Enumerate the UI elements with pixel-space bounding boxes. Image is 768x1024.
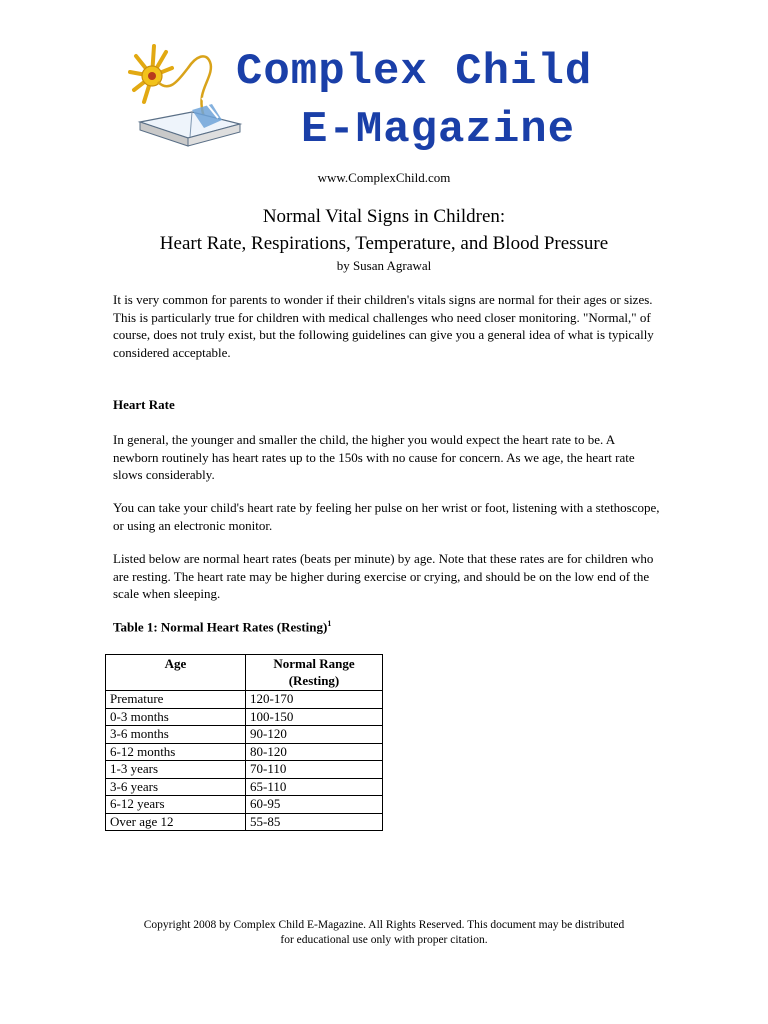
age-cell: 3-6 years: [106, 778, 246, 796]
intro-paragraph: It is very common for parents to wonder if their children's vitals signs are normal for their ages or sizes. This is particularly true for children with medical challenges who need closer monitoring. "Normal," of course, does not truly exist, but the following guidelines can give you a general idea of what is typically considered acceptable.: [113, 292, 654, 360]
copyright-line-2: for educational use only with proper citation.: [280, 934, 488, 946]
magazine-title-line2: E-Magazine: [301, 105, 576, 155]
range-cell: 80-120: [246, 743, 383, 761]
table-header-row: [106, 655, 383, 691]
range-cell: 55-85: [246, 813, 383, 831]
masthead: [0, 0, 768, 170]
header-age: Age: [106, 655, 246, 691]
age-cell: 6-12 months: [106, 743, 246, 761]
range-cell: 65-110: [246, 778, 383, 796]
age-cell: 0-3 months: [106, 708, 246, 726]
table-row: [106, 761, 383, 779]
table-row: [106, 813, 383, 831]
table-row: [106, 691, 383, 709]
copyright-footer: [0, 918, 768, 948]
age-cell: 1-3 years: [106, 761, 246, 779]
age-cell: 3-6 months: [106, 726, 246, 744]
range-cell: 60-95: [246, 796, 383, 814]
heart-rate-paragraph-2: You can take your child's heart rate by feeling her pulse on her wrist or foot, listening with a stethoscope, or using an electronic monitor.: [113, 500, 660, 533]
copyright-line-1: Copyright 2008 by Complex Child E-Magazine. All Rights Reserved. This document may be distributed: [143, 919, 625, 931]
table-row: [106, 796, 383, 814]
range-cell: 90-120: [246, 726, 383, 744]
range-cell: 100-150: [246, 708, 383, 726]
table-row: [106, 708, 383, 726]
article-byline: by Susan Agrawal: [336, 258, 432, 273]
range-cell: 120-170: [246, 691, 383, 709]
table-caption: [113, 619, 331, 635]
table-caption-text: Table 1: Normal Heart Rates (Resting): [113, 619, 328, 635]
header-normal-range: Normal Range (Resting): [246, 655, 383, 691]
magazine-title-line1: Complex Child: [236, 47, 593, 97]
table-row: [106, 726, 383, 744]
article-title-line2: Heart Rate, Respirations, Temperature, and Blood Pressure: [159, 233, 609, 254]
heart-rate-paragraph-1: In general, the younger and smaller the child, the higher you would expect the heart rate to be. A newborn routinely has heart rates up to the 150s with no cause for concern. As we age, the heart rate slows considerably.: [113, 432, 635, 482]
section-heading-heart-rate: Heart Rate: [113, 397, 175, 412]
age-cell: 6-12 years: [106, 796, 246, 814]
table-row: [106, 778, 383, 796]
website-url[interactable]: www.ComplexChild.com: [317, 170, 451, 185]
age-cell: Premature: [106, 691, 246, 709]
heart-rate-paragraph-3: Listed below are normal heart rates (beats per minute) by age. Note that these rates are for children who are resting. The heart rate may be higher during exercise or crying, and should be on the low end of the scale when sleeping.: [113, 551, 654, 601]
range-cell: 70-110: [246, 761, 383, 779]
heart-rate-table: [105, 654, 383, 831]
age-cell: Over age 12: [106, 813, 246, 831]
footnote-marker: 1: [327, 619, 332, 628]
table-row: [106, 743, 383, 761]
article-title-line1: Normal Vital Signs in Children:: [262, 206, 506, 227]
